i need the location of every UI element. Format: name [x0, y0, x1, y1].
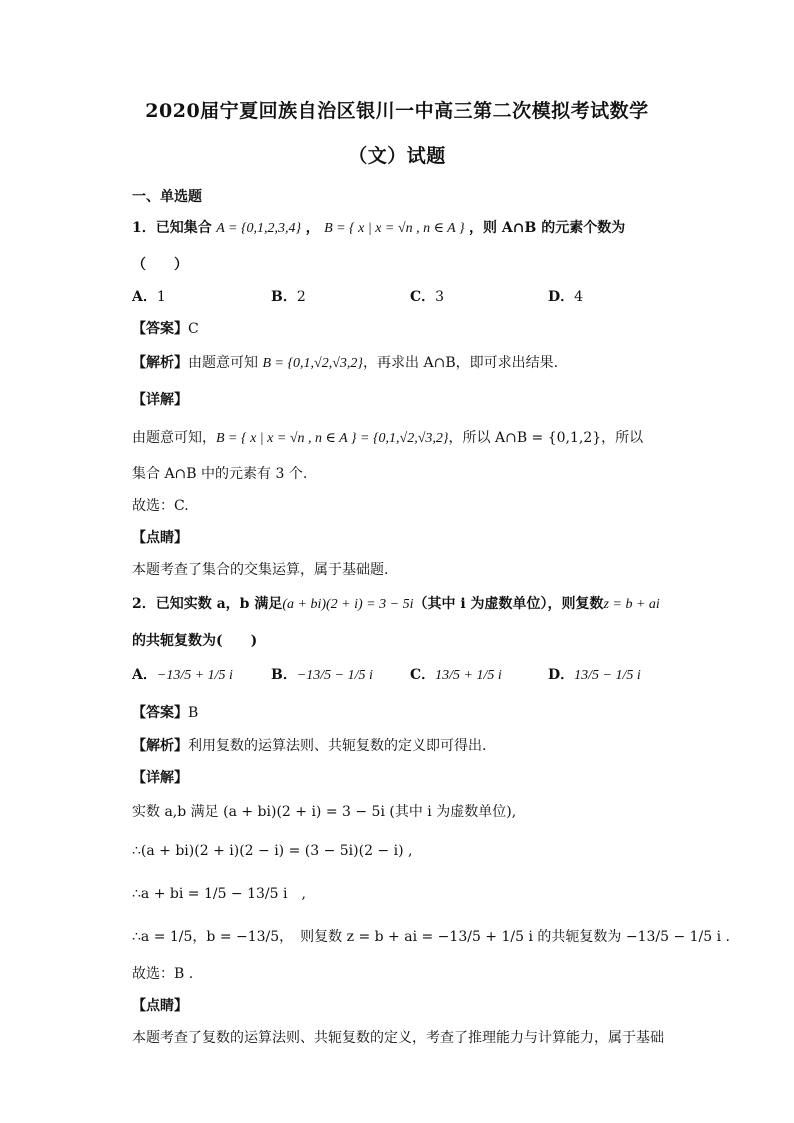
q2-stem: 2．已知实数 a，b 满足(a + bi)(2 + i) = 3 − 5i（其中 i 为虚数单位），则复数z = b + ai — [132, 596, 660, 612]
q2-answer: 【答案】B — [132, 705, 199, 721]
q1-analysis-tag: 【解析】 — [132, 355, 188, 371]
q2-detail-line3: ∴a + bi = 1/5 − 13/5 i , — [132, 886, 306, 902]
q2-comment-tag: 【点睛】 — [132, 998, 188, 1014]
q1-answer-value: C — [188, 321, 199, 337]
q1-comment-tag: 【点睛】 — [132, 530, 188, 546]
q1-detail-tag: 【详解】 — [132, 392, 188, 408]
q1-option-c[interactable]: C．3 — [410, 289, 445, 305]
q1-detail-line2: 集合 A∩B 中的元素有 3 个. — [132, 466, 308, 482]
q2-detail-line2: ∴(a + bi)(2 + i)(2 − i) = (3 − 5i)(2 − i) , — [132, 843, 413, 859]
document-title-line1: 2020届宁夏回族自治区银川一中高三第二次模拟考试数学 — [145, 100, 649, 122]
q2-detail-tag: 【详解】 — [132, 770, 188, 786]
document-title-line2: （文）试题 — [348, 145, 446, 167]
q1-stem-suffix: ，则 A∩B 的元素个数为 — [469, 220, 626, 236]
q1-comment: 本题考查了集合的交集运算，属于基础题. — [132, 562, 389, 578]
q2-option-d[interactable]: D．13/5 − 1/5 i — [548, 667, 641, 683]
q1-paren: （ ） — [132, 257, 188, 273]
q1-option-b[interactable]: B．2 — [271, 289, 306, 305]
q1-analysis-set: B = {0,1,√2,√3,2} — [262, 356, 364, 371]
q1-answer-tag: 【答案】 — [132, 321, 188, 337]
q1-set-b: B = { x | x = √n , n ∈ A } — [324, 221, 465, 236]
q1-answer — [132, 318, 672, 338]
section-heading: 一、单选题 — [132, 189, 202, 205]
q2-answer-value: B — [188, 705, 199, 721]
q2-comment: 本题考查了复数的运算法则、共轭复数的定义，考查了推理能力与计算能力，属于基础 — [132, 1030, 664, 1046]
q1-stem-prefix: 1．已知集合 — [132, 220, 212, 236]
q2-option-a[interactable]: A．−13/5 + 1/5 i — [132, 667, 233, 683]
q1-set-a: A = {0,1,2,3,4} — [216, 221, 302, 236]
q1-analysis: 【解析】由题意可知 B = {0,1,√2,√3,2}，再求出 A∩B，即可求出结果. — [132, 355, 559, 371]
q1-choose: 故选：C. — [132, 498, 189, 514]
q1-option-a[interactable]: A．1 — [132, 289, 166, 305]
q2-equation: (a + bi)(2 + i) = 3 − 5i — [282, 597, 414, 612]
q2-analysis: 【解析】利用复数的运算法则、共轭复数的定义即可得出. — [132, 738, 487, 754]
q2-detail-line4: ∴a = 1/5，b = −13/5， 则复数 z = b + ai = −13/5 + 1/5 i 的共轭复数为 −13/5 − 1/5 i . — [132, 929, 731, 945]
q1-detail-line1: 由题意可知，B = { x | x = √n , n ∈ A } = {0,1,√2,√3,2}，所以 A∩B = {0,1,2}，所以 — [132, 430, 644, 446]
q2-choose: 故选：B . — [132, 966, 194, 982]
q1-stem: 1．已知集合 A = {0,1,2,3,4} ， B = { x | x = √n , n ∈ A } ，则 A∩B 的元素个数为 — [132, 220, 626, 236]
q2-detail-line1: 实数 a,b 满足 (a + bi)(2 + i) = 3 − 5i (其中 i 为虚数单位), — [132, 804, 517, 820]
q2-stem-end: 的共轭复数为( ) — [132, 633, 258, 649]
q2-option-b[interactable]: B．−13/5 − 1/5 i — [271, 667, 373, 683]
q2-option-c[interactable]: C．13/5 + 1/5 i — [410, 667, 502, 683]
q1-option-d[interactable]: D．4 — [548, 289, 584, 305]
